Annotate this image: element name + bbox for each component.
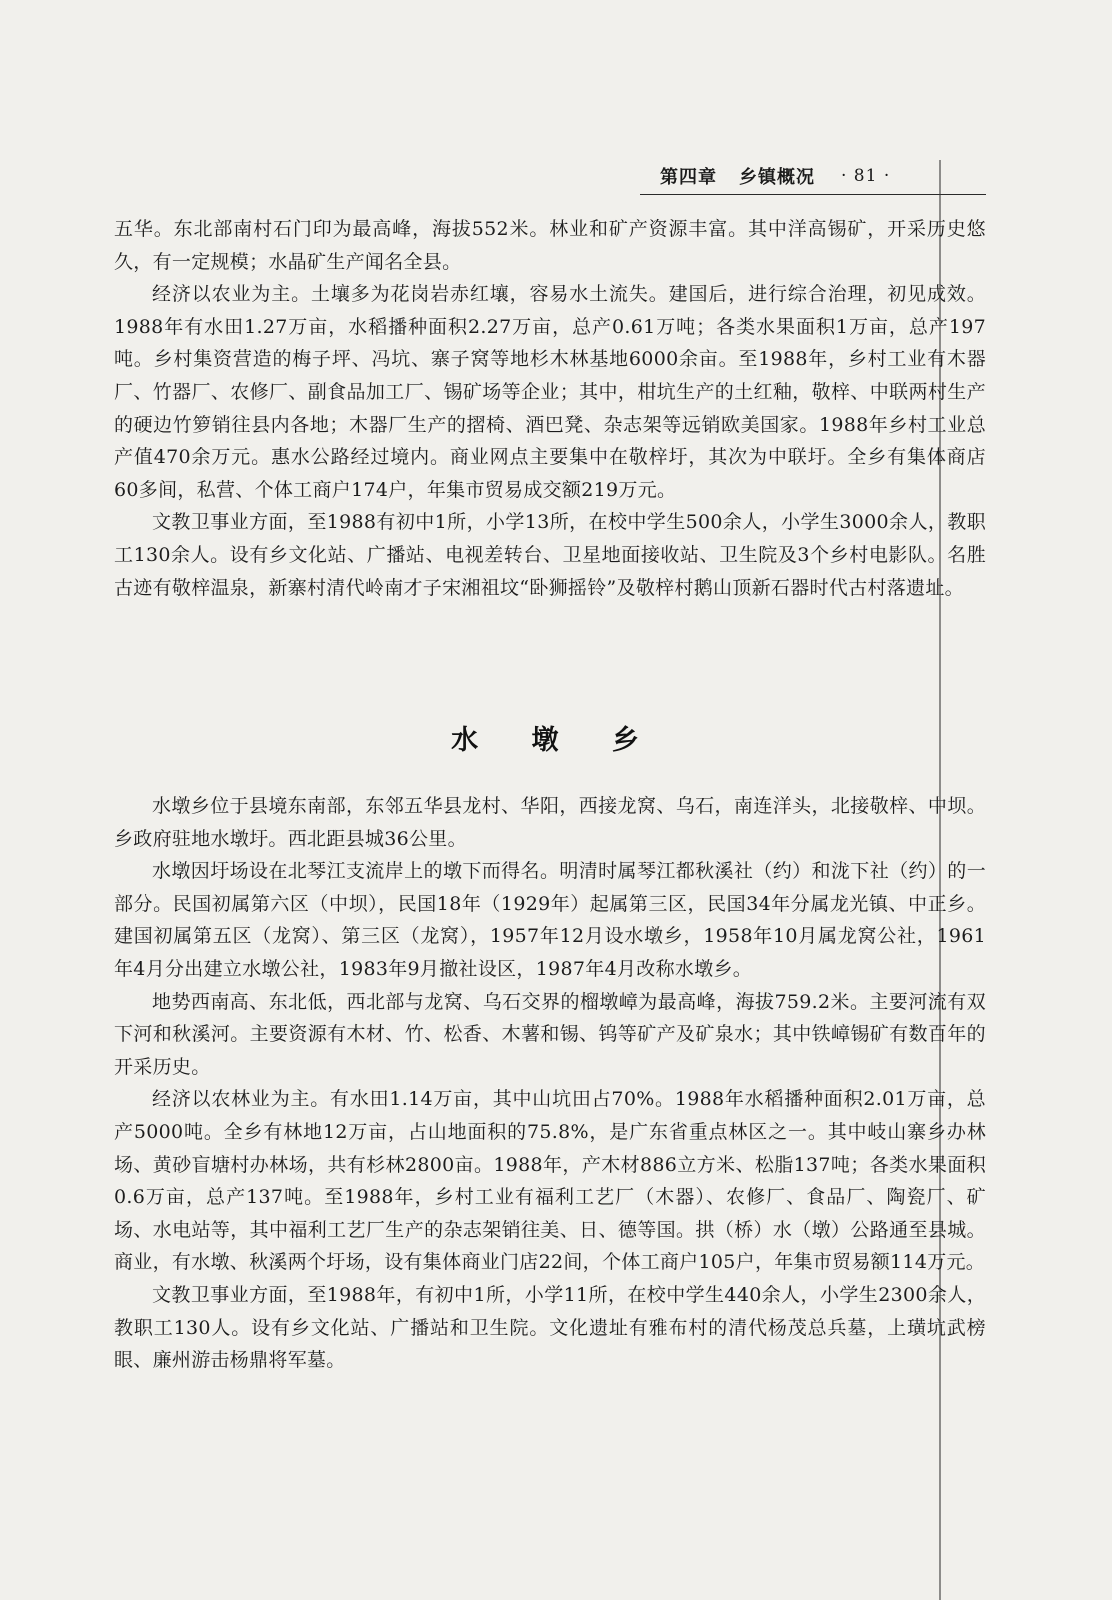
paragraph: 经济以农业为主。土壤多为花岗岩赤红壤，容易水土流失。建国后，进行综合治理，初见成效。1988年有水田1.27万亩，水稻播种面积2.27万亩，总产0.61万吨；各类水果面积1万亩，总产197吨。乡村集资营造的梅子坪、冯坑、寨子窝等地杉木林基地6000余亩。至1988年，乡村工业有木器厂、竹器厂、农修厂、副食品加工厂、锡矿场等企业；其中，柑坑生产的土红釉，敬梓、中联两村生产的硬边竹箩销往县内各地；木器厂生产的摺椅、酒巴凳、杂志架等远销欧美国家。1988年乡村工业总产值470余万元。惠水公路经过境内。商业网点主要集中在敬梓圩，其次为中联圩。全乡有集体商店60多间，私营、个体工商户174户，年集市贸易成交额219万元。 (114, 283, 986, 501)
header-rule (640, 194, 986, 195)
paragraph: 地势西南高、东北低，西北部与龙窝、乌石交界的榴墩嶂为最高峰，海拔759.2米。主要河流有双下河和秋溪河。主要资源有木材、竹、松香、木薯和锡、钨等矿产及矿泉水；其中铁嶂锡矿有数百年的开采历史。 (114, 990, 986, 1078)
section-label: 乡镇概况 (739, 167, 815, 188)
continued-text-block (114, 213, 986, 604)
paragraph: 水墩因圩场设在北琴江支流岸上的墩下而得名。明清时属琴江都秋溪社（约）和泷下社（约）的一部分。民国初属第六区（中坝），民国18年（1929年）起属第三区，民国34年分属龙光镇、中正乡。建国初属第五区（龙窝）、第三区（龙窝），1957年12月设水墩乡，1958年10月属龙窝公社，1961年4月分出建立水墩公社，1983年9月撤社设区，1987年4月改称水墩乡。 (114, 860, 986, 980)
paragraph: 五华。东北部南村石门印为最高峰，海拔552米。林业和矿产资源丰富。其中洋高锡矿，开采历史悠久，有一定规模；水晶矿生产闻名全县。 (114, 218, 986, 273)
paragraph: 文教卫事业方面，至1988有初中1所，小学13所，在校中学生500余人，小学生3000余人，教职工130余人。设有乡文化站、广播站、电视差转台、卫星地面接收站、卫生院及3个乡村电影队。名胜古迹有敬梓温泉，新寨村清代岭南才子宋湘祖坟“卧狮摇铃”及敬梓村鹅山顶新石器时代古村落遗址。 (114, 511, 986, 599)
paragraph: 文教卫事业方面，至1988年，有初中1所，小学11所，在校中学生440余人，小学生2300余人，教职工130人。设有乡文化站、广播站和卫生院。文化遗址有雅布村的清代杨茂总兵墓，上璜坑武榜眼、廉州游击杨鼎将军墓。 (114, 1283, 986, 1372)
paragraph: 经济以农林业为主。有水田1.14万亩，其中山坑田占70%。1988年水稻播种面积2.01万亩，总产5000吨。全乡有林地12万亩，占山地面积的75.8%，是广东省重点林区之一。其中岐山寨乡办林场、黄砂盲塘村办林场，共有杉林2800亩。1988年，产木材886立方米、松脂137吨；各类水果面积0.6万亩，总产137吨。至1988年，乡村工业有福利工艺厂（木器）、农修厂、食品厂、陶瓷厂、矿场、水电站等，其中福利工艺厂生产的杂志架销往美、日、德等国。拱（桥）水（墩）公路通至县城。商业，有水墩、秋溪两个圩场，设有集体商业门店22间，个体工商户105户，年集市贸易额114万元。 (114, 1088, 986, 1274)
section-text-block (114, 790, 986, 1377)
running-head (660, 160, 986, 192)
page-number: · 81 · (841, 166, 891, 186)
chapter-label: 第四章 (660, 167, 717, 188)
section-title: 水 墩 乡 (451, 725, 661, 756)
paragraph: 水墩乡位于县境东南部，东邻五华县龙村、华阳，西接龙窝、乌石，南连洋头，北接敬梓、中坝。乡政府驻地水墩圩。西北距县城36公里。 (114, 795, 986, 850)
